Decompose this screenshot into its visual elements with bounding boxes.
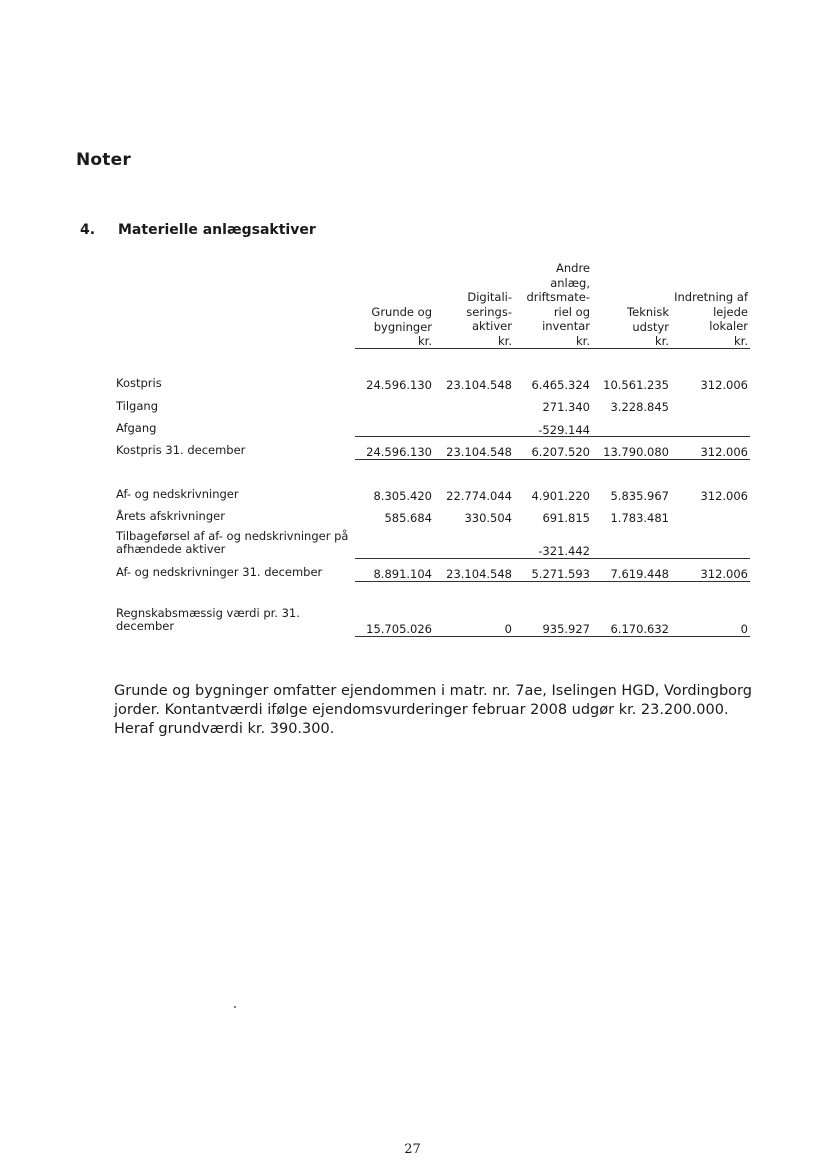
table-cell: 1.783.481: [610, 511, 669, 525]
table-cell: 0: [740, 622, 748, 636]
row-label-aarets-afskrivninger: Årets afskrivninger: [116, 509, 225, 523]
table-cell: 7.619.448: [610, 567, 669, 581]
table-cell: 10.561.235: [603, 378, 669, 392]
table-cell: 24.596.130: [366, 378, 432, 392]
table-cell: 330.504: [464, 511, 512, 525]
paragraph-line: Heraf grundværdi kr. 390.300.: [114, 721, 335, 737]
subtotal-rule: [355, 436, 750, 437]
row-label-af-og-nedskrivninger: Af- og nedskrivninger: [116, 487, 239, 501]
row-label-tilgang: Tilgang: [116, 399, 158, 413]
column-header-teknisk: Teknisk udstyr: [627, 305, 669, 334]
table-cell: 13.790.080: [603, 445, 669, 459]
table-cell: 312.006: [700, 567, 748, 581]
total-rule: [355, 636, 750, 637]
section-title: Noter: [76, 150, 131, 170]
table-cell: 935.927: [542, 622, 590, 636]
table-cell: 312.006: [700, 445, 748, 459]
column-unit: kr.: [498, 334, 512, 348]
table-cell: 6.465.324: [531, 378, 590, 392]
table-cell: 6.170.632: [610, 622, 669, 636]
header-rule: [355, 348, 750, 349]
column-unit: kr.: [655, 334, 669, 348]
table-cell: 6.207.520: [531, 445, 590, 459]
table-cell: 3.228.845: [610, 400, 669, 414]
table-cell: 5.271.593: [531, 567, 590, 581]
table-cell: 15.705.026: [366, 622, 432, 636]
paragraph-line: jorder. Kontantværdi ifølge ejendomsvurderinger februar 2008 udgør kr. 23.200.000.: [114, 702, 729, 718]
table-cell: 691.815: [542, 511, 590, 525]
row-label-af-og-nedskrivninger-31-december: Af- og nedskrivninger 31. december: [116, 565, 323, 579]
note-title: Materielle anlægsaktiver: [118, 222, 316, 238]
column-unit: kr.: [418, 334, 432, 348]
row-label-kostpris-31-december: Kostpris 31. december: [116, 443, 246, 457]
table-cell: -321.442: [538, 544, 590, 558]
total-rule: [355, 581, 750, 582]
scan-speck: [234, 1006, 236, 1008]
table-cell: 24.596.130: [366, 445, 432, 459]
table-cell: 22.774.044: [446, 489, 512, 503]
table-cell: 8.891.104: [373, 567, 432, 581]
row-label-tilbageforsel: Tilbageførsel af af- og nedskrivninger på afhændede aktiver: [116, 529, 349, 556]
paragraph-line: Grunde og bygninger omfatter ejendommen i matr. nr. 7ae, Iselingen HGD, Vordingborg: [114, 683, 752, 699]
column-header-indretning: Indretning af lejede lokaler: [674, 290, 748, 333]
table-cell: 5.835.967: [610, 489, 669, 503]
table-cell: 23.104.548: [446, 445, 512, 459]
table-cell: -529.144: [538, 423, 590, 437]
column-unit: kr.: [576, 334, 590, 348]
table-cell: 312.006: [700, 489, 748, 503]
note-number: 4.: [80, 222, 96, 238]
property-note-paragraph: [114, 682, 754, 739]
column-header-digitali: Digitali- serings- aktiver: [466, 290, 512, 333]
table-cell: 23.104.548: [446, 567, 512, 581]
table-cell: 271.340: [542, 400, 590, 414]
row-label-regnskabsmaessig-vaerdi: Regnskabsmæssig værdi pr. 31. december: [116, 606, 300, 633]
page-number: 27: [404, 1142, 421, 1157]
table-cell: 23.104.548: [446, 378, 512, 392]
table-cell: 312.006: [700, 378, 748, 392]
table-cell: 8.305.420: [373, 489, 432, 503]
row-label-afgang: Afgang: [116, 421, 157, 435]
table-cell: 585.684: [384, 511, 432, 525]
column-header-grunde: Grunde og bygninger: [371, 305, 432, 334]
subtotal-rule: [355, 558, 750, 559]
column-unit: kr.: [734, 334, 748, 348]
table-cell: 4.901.220: [531, 489, 590, 503]
table-cell: 0: [504, 622, 512, 636]
row-label-kostpris: Kostpris: [116, 376, 162, 390]
total-rule: [355, 459, 750, 460]
column-header-andre: Andre anlæg, driftsmate- riel og inventar: [526, 261, 590, 333]
